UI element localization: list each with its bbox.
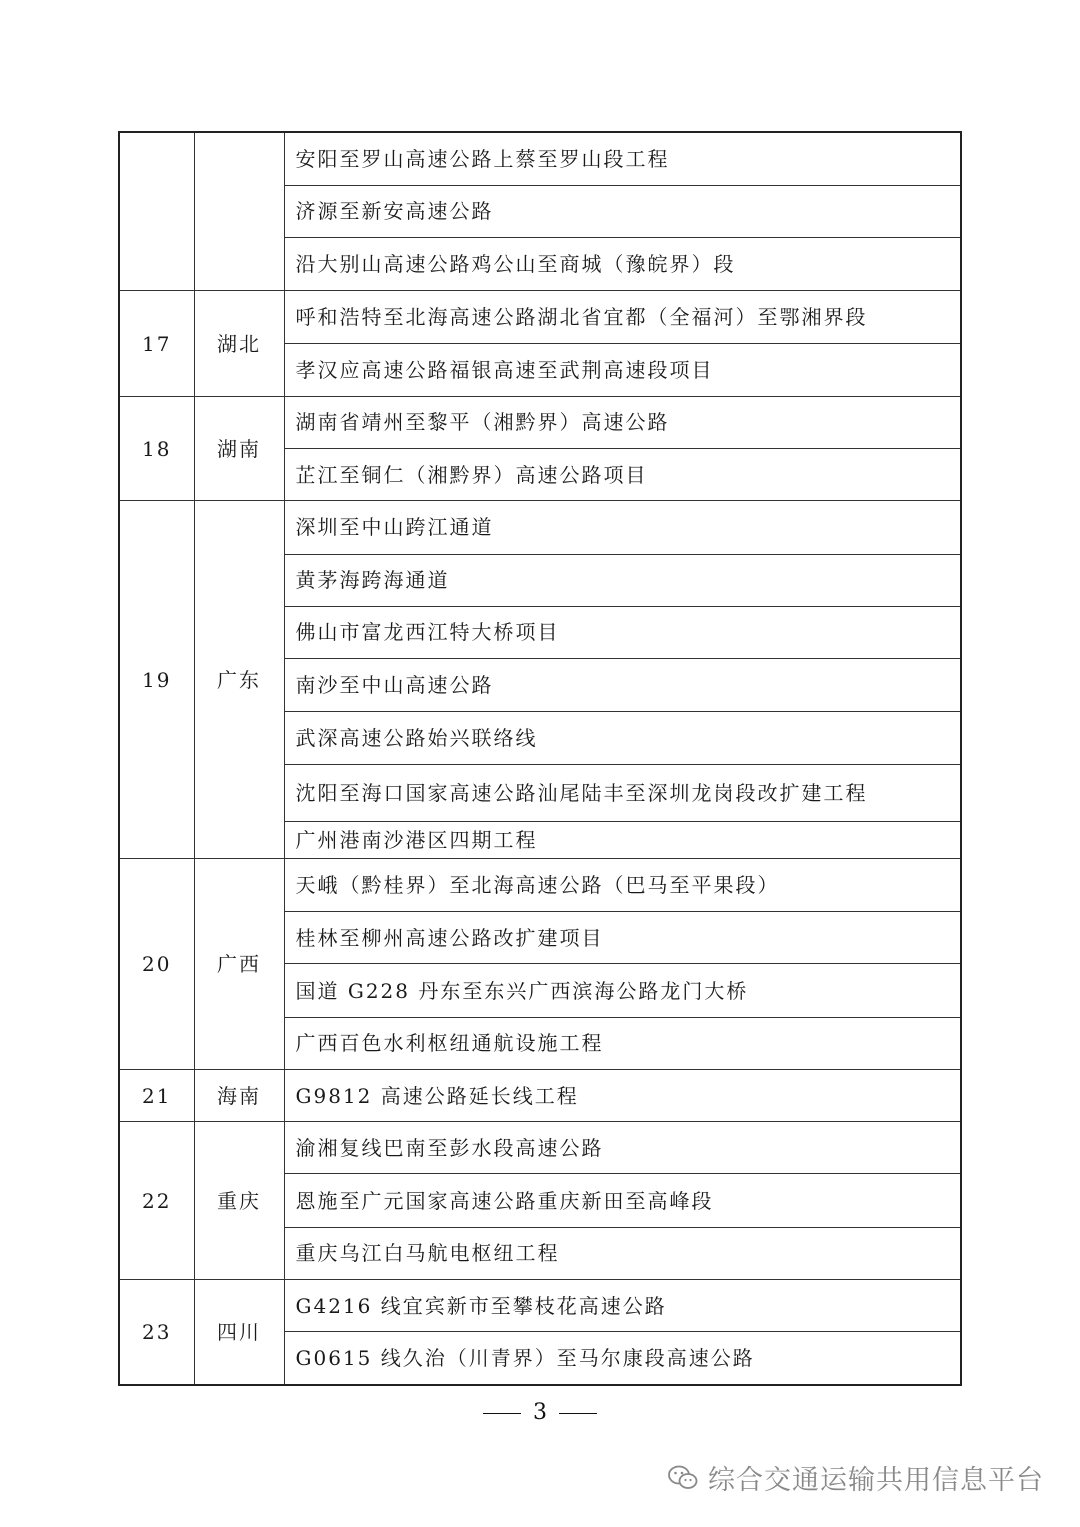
row-number-cell: 17	[119, 291, 194, 397]
project-name-cell: 渝湘复线巴南至彭水段高速公路	[284, 1122, 961, 1174]
project-name-cell: 国道 G228 丹东至东兴广西滨海公路龙门大桥	[284, 964, 961, 1017]
province-cell: 湖南	[194, 396, 284, 501]
watermark	[668, 1458, 1044, 1497]
project-name-cell: 孝汉应高速公路福银高速至武荆高速段项目	[284, 343, 961, 396]
page-number-footer	[0, 1400, 1080, 1425]
table-row	[119, 132, 961, 185]
project-name-cell: 桂林至柳州高速公路改扩建项目	[284, 912, 961, 964]
project-name-cell: 天峨（黔桂界）至北海高速公路（巴马至平果段）	[284, 858, 961, 911]
project-name-cell: 沈阳至海口国家高速公路汕尾陆丰至深圳龙岗段改扩建工程	[284, 764, 961, 821]
project-name-cell: 广西百色水利枢纽通航设施工程	[284, 1017, 961, 1069]
province-cell: 广西	[194, 858, 284, 1069]
row-number-cell	[119, 132, 194, 291]
row-number-cell: 19	[119, 501, 194, 859]
projects-table	[118, 131, 962, 1386]
project-name-cell: G0615 线久治（川青界）至马尔康段高速公路	[284, 1332, 961, 1385]
projects-table-body	[119, 132, 961, 1385]
province-cell: 广东	[194, 501, 284, 859]
row-number-cell: 18	[119, 396, 194, 501]
project-name-cell: 南沙至中山高速公路	[284, 659, 961, 712]
dash-left	[483, 1413, 521, 1414]
row-number-cell: 20	[119, 858, 194, 1069]
project-name-cell: 济源至新安高速公路	[284, 185, 961, 237]
province-cell: 四川	[194, 1279, 284, 1385]
project-name-cell: G4216 线宜宾新市至攀枝花高速公路	[284, 1279, 961, 1331]
project-name-cell: 武深高速公路始兴联络线	[284, 712, 961, 764]
project-name-cell: 黄茅海跨海通道	[284, 554, 961, 606]
project-name-cell: 安阳至罗山高速公路上蔡至罗山段工程	[284, 132, 961, 185]
project-name-cell: 广州港南沙港区四期工程	[284, 821, 961, 858]
project-name-cell: 沿大别山高速公路鸡公山至商城（豫皖界）段	[284, 238, 961, 291]
project-name-cell: 芷江至铜仁（湘黔界）高速公路项目	[284, 449, 961, 501]
project-name-cell: 湖南省靖州至黎平（湘黔界）高速公路	[284, 396, 961, 448]
watermark-text: 综合交通运输共用信息平台	[708, 1465, 1044, 1496]
row-number-cell: 21	[119, 1069, 194, 1121]
table-row	[119, 396, 961, 448]
project-name-cell: G9812 高速公路延长线工程	[284, 1069, 961, 1121]
table-row	[119, 1069, 961, 1121]
province-cell: 海南	[194, 1069, 284, 1121]
province-cell: 湖北	[194, 291, 284, 397]
page-number: 3	[533, 1400, 547, 1425]
province-cell: 重庆	[194, 1122, 284, 1280]
project-name-cell: 呼和浩特至北海高速公路湖北省宜都（全福河）至鄂湘界段	[284, 291, 961, 343]
table-row	[119, 1279, 961, 1331]
table-row	[119, 1122, 961, 1174]
row-number-cell: 22	[119, 1122, 194, 1280]
table-row	[119, 291, 961, 343]
province-cell	[194, 132, 284, 291]
project-name-cell: 佛山市富龙西江特大桥项目	[284, 606, 961, 658]
project-name-cell: 深圳至中山跨江通道	[284, 501, 961, 554]
wechat-icon	[668, 1465, 698, 1491]
table-row	[119, 858, 961, 911]
table-row	[119, 501, 961, 554]
row-number-cell: 23	[119, 1279, 194, 1385]
project-name-cell: 重庆乌江白马航电枢纽工程	[284, 1227, 961, 1279]
project-name-cell: 恩施至广元国家高速公路重庆新田至高峰段	[284, 1174, 961, 1227]
dash-right	[559, 1413, 597, 1414]
